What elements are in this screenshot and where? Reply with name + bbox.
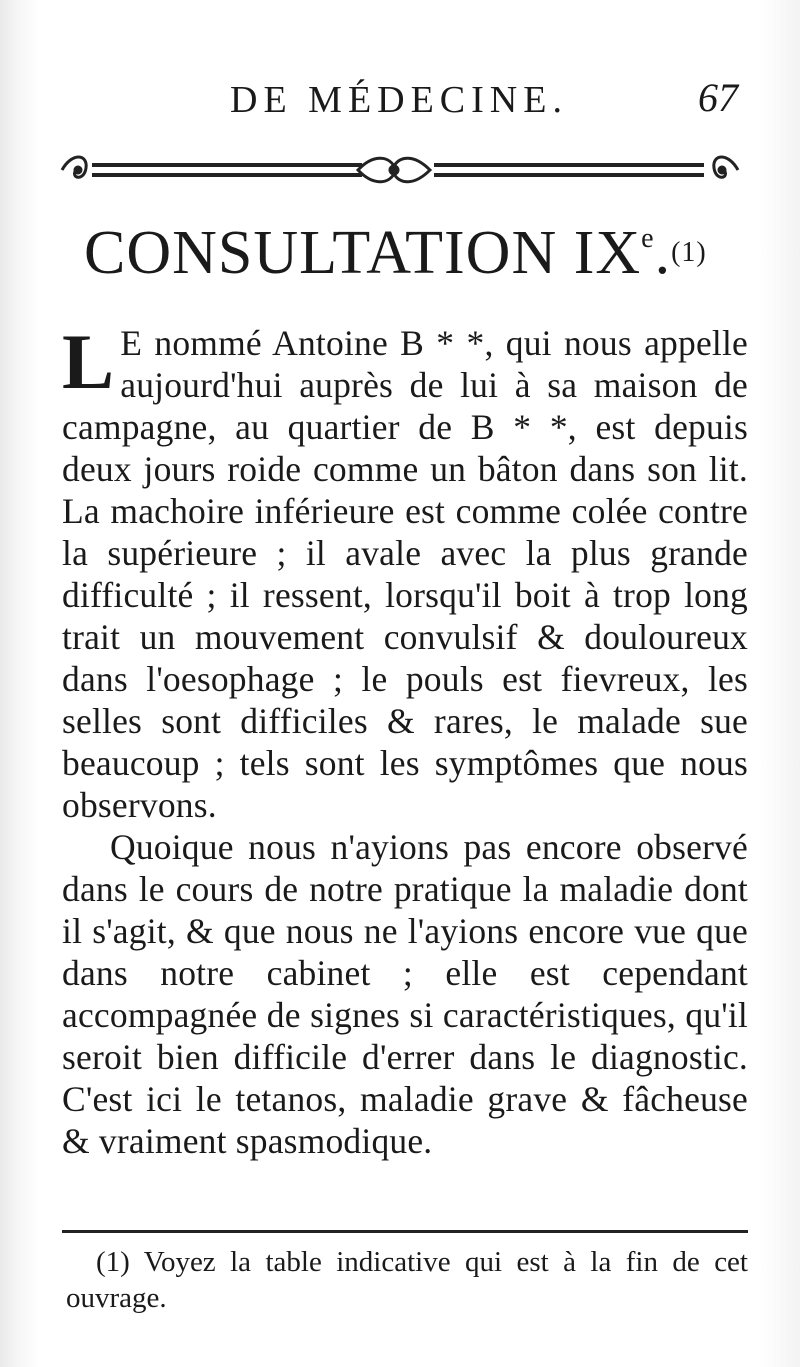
- body-text: [62, 318, 748, 1162]
- footnote-rule: [62, 1230, 748, 1233]
- footnote-text: Voyez la table indicative qui est à la fin de cet ouvrage.: [66, 1246, 748, 1314]
- running-title: DE MÉDECINE.: [230, 79, 568, 121]
- footnote: [66, 1244, 748, 1316]
- paragraph-1: E nommé Antoine B * *, qui nous appelle aujourd'hui auprès de lui à sa maison de campagne, au quartier de B * *, est depuis deux jours roide comme un bâton dans son lit. La machoire inférieure est comme colée contre la supérieure ; il avale avec la plus grande difficulté ; il ressent, lorsqu'il boit à trop long trait un mouvement convulsif & douloureux dans l'oesophage ; le pouls est fievreux, les selles sont difficiles & rares, le malade sue beaucoup ; tels sont les symptômes que nous observons.: [62, 323, 748, 825]
- drop-cap: L: [62, 318, 115, 405]
- chapter-heading: [84, 218, 744, 289]
- heading-title: CONSULTATION IX: [84, 219, 642, 287]
- footnote-mark: (1): [96, 1246, 130, 1278]
- page-number: 67: [698, 75, 738, 120]
- paragraph-1-container: [62, 318, 748, 826]
- ornamental-rule: [58, 148, 742, 192]
- heading-note-ref: (1): [671, 237, 707, 268]
- paragraph-2: Quoique nous n'ayions pas encore observé dans le cours de notre pratique la maladie dont il s'agit, & que nous ne l'ayions encore vue que dans notre cabinet ; elle est cependant accompagnée de signes si caractéristiques, qu'il seroit bien difficile d'errer dans le diagnostic. C'est ici le tetanos, maladie grave & fâcheuse & vraiment spasmodique.: [62, 827, 748, 1161]
- running-head: [0, 70, 800, 130]
- heading-superscript: e: [641, 223, 655, 254]
- heading-dot: .: [654, 219, 672, 287]
